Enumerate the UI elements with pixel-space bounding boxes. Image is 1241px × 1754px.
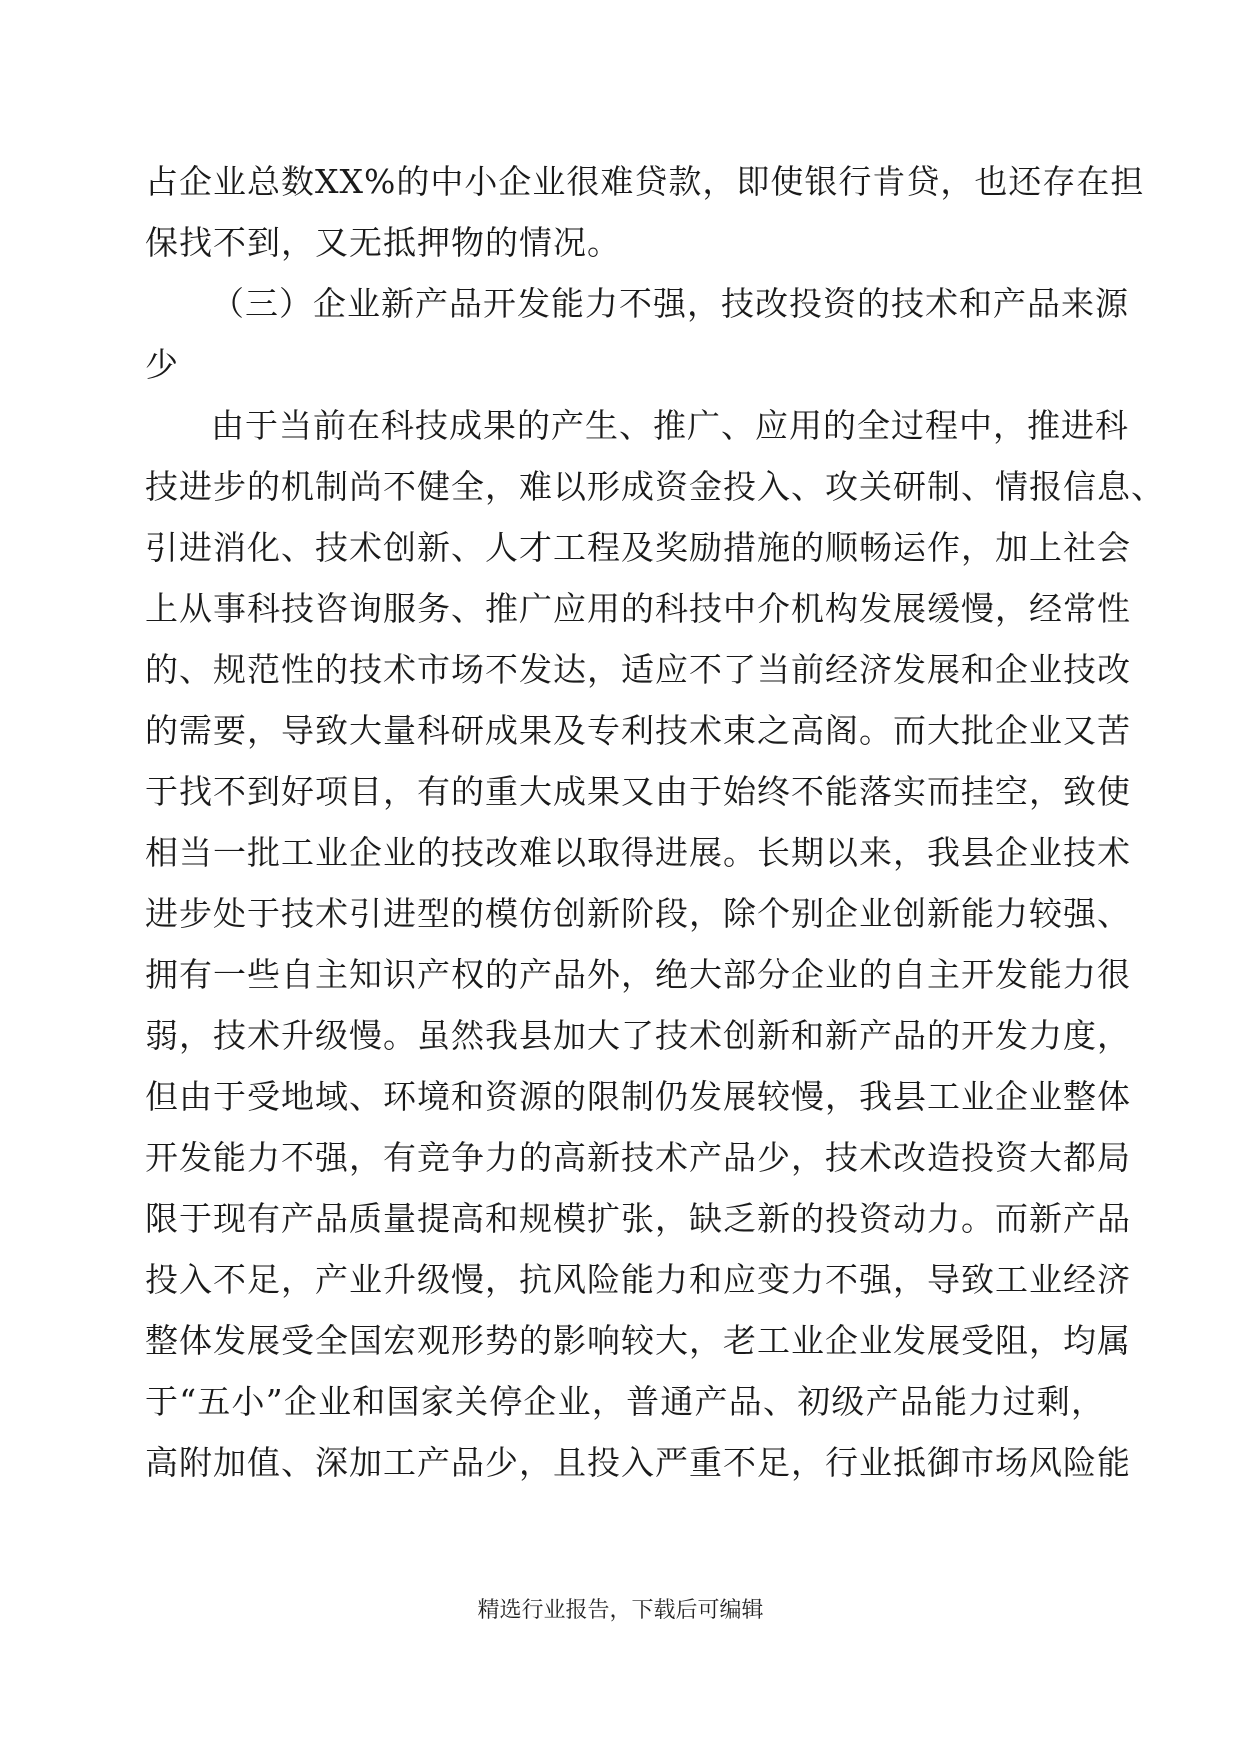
paragraph-line: 但由于受地域、环境和资源的限制仍发展较慢，我县工业企业整体 — [145, 1077, 1131, 1116]
paragraph-line: 技进步的机制尚不健全，难以形成资金投入、攻关研制、情报信息、 — [145, 467, 1165, 506]
paragraph-line: 的、规范性的技术市场不发达，适应不了当前经济发展和企业技改 — [145, 650, 1131, 689]
paragraph-line: 的需要，导致大量科研成果及专利技术束之高阁。而大批企业又苦 — [145, 711, 1131, 750]
paragraph-line: 上从事科技咨询服务、推广应用的科技中介机构发展缓慢，经常性 — [145, 589, 1131, 628]
paragraph-line: 高附加值、深加工产品少，且投入严重不足，行业抵御市场风险能 — [145, 1443, 1131, 1482]
section-heading: 少 — [145, 345, 179, 384]
paragraph-line: 拥有一些自主知识产权的产品外，绝大部分企业的自主开发能力很 — [145, 955, 1131, 994]
paragraph-line: 进步处于技术引进型的模仿创新阶段，除个别企业创新能力较强、 — [145, 894, 1131, 933]
paragraph-line: 开发能力不强，有竞争力的高新技术产品少，技术改造投资大都局 — [145, 1138, 1131, 1177]
paragraph-line: 保找不到，又无抵押物的情况。 — [145, 223, 621, 262]
paragraph-line: 投入不足，产业升级慢，抗风险能力和应变力不强，导致工业经济 — [145, 1260, 1131, 1299]
paragraph-line: 占企业总数XX%的中小企业很难贷款，即使银行肯贷，也还存在担 — [145, 162, 1145, 201]
paragraph-line: 限于现有产品质量提高和规模扩张，缺乏新的投资动力。而新产品 — [145, 1199, 1131, 1238]
paragraph-line: 相当一批工业企业的技改难以取得进展。长期以来，我县企业技术 — [145, 833, 1131, 872]
section-heading: （三）企业新产品开发能力不强，技改投资的技术和产品来源 — [211, 284, 1129, 323]
paragraph-line: 由于当前在科技成果的产生、推广、应用的全过程中，推进科 — [211, 406, 1129, 445]
paragraph-line: 引进消化、技术创新、人才工程及奖励措施的顺畅运作，加上社会 — [145, 528, 1131, 567]
page-footer: 精选行业报告，下载后可编辑 — [477, 1598, 764, 1623]
paragraph-line: 弱，技术升级慢。虽然我县加大了技术创新和新产品的开发力度， — [145, 1016, 1131, 1055]
paragraph-line: 于找不到好项目，有的重大成果又由于始终不能落实而挂空，致使 — [145, 772, 1131, 811]
paragraph-line: 整体发展受全国宏观形势的影响较大，老工业企业发展受阻，均属 — [145, 1321, 1131, 1360]
paragraph-line: 于“五小”企业和国家关停企业，普通产品、初级产品能力过剩， — [145, 1382, 1105, 1421]
